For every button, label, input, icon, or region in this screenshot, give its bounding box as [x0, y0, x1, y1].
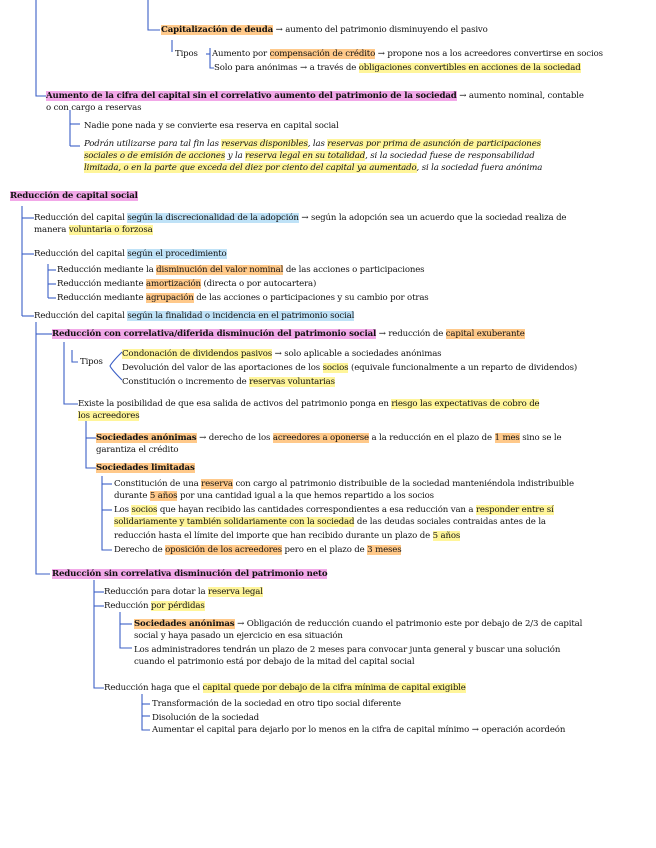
- mitad-capital-line: [134, 656, 414, 668]
- l15-text-c: (directa o por autocartera): [200, 279, 317, 289]
- l16-highlight: agrupación: [145, 293, 194, 303]
- limitada-line: [84, 162, 542, 174]
- l31-text-a: reducción hasta el límite del importe que han recibido durante un plazo de: [114, 531, 433, 541]
- capitalizacion-deuda-text: → aumento del patrimonio disminuyendo el pasivo: [273, 25, 488, 35]
- l29-highlight-b: socios: [131, 505, 158, 515]
- l04-text-b: → aumento nominal, contable: [456, 91, 584, 101]
- l07-text-a: Podrán utilizarse para tal fin las: [84, 139, 222, 149]
- valor-nominal-line: [57, 264, 424, 276]
- l03-highlight: obligaciones convertibles en acciones de la sociedad: [358, 63, 581, 73]
- l16-text-c: de las acciones o participaciones y su cambio por otras: [193, 293, 429, 303]
- l08-highlight-c: reserva legal en su totalidad: [245, 151, 366, 161]
- reduccion-heading: [10, 190, 138, 202]
- l16-text-a: Reducción mediante: [57, 293, 146, 303]
- l35-highlight: por pérdidas: [150, 601, 205, 611]
- l14-highlight: disminución del valor nominal: [156, 265, 284, 275]
- l08-text-d: , si la sociedad fuese de responsabilidad: [365, 151, 535, 161]
- l21-text-a: Constitución o incremento de: [122, 377, 250, 387]
- l13-text-a: Reducción del capital: [34, 249, 128, 259]
- l11-text-c: → según la adopción sea un acuerdo que la sociedad realiza de: [298, 213, 567, 223]
- reserva-legal-line: [104, 586, 263, 598]
- l14-text-a: Reducción mediante la: [57, 265, 157, 275]
- tipos-label-2: [80, 356, 103, 368]
- l11-text-a: Reducción del capital: [34, 213, 128, 223]
- devolucion-line: [122, 362, 577, 374]
- tipos-text: Tipos: [175, 49, 198, 59]
- l24-text-b: → derecho de los: [196, 433, 273, 443]
- transformacion-line: [152, 698, 401, 710]
- l08-highlight-a: sociales o de emisión de acciones: [84, 151, 226, 161]
- l15-highlight: amortización: [145, 279, 201, 289]
- l43-text: Aumentar el capital para dejarlo por lo menos en la cifra de capital mínimo → operación acordeón: [152, 725, 566, 735]
- l27-text-c: con cargo al patrimonio distribuible de la sociedad manteniéndola indistribuible: [232, 479, 574, 489]
- l04-highlight: Aumento de la cifra del capital sin el correlativo aumento del patrimonio de la sociedad: [46, 91, 457, 101]
- l12-highlight: voluntaria o forzosa: [68, 225, 153, 235]
- l02-text-a: Aumento por: [212, 49, 270, 59]
- limite-importe-line: [114, 530, 460, 542]
- capitalizacion-deuda-term: Capitalización de deuda: [161, 25, 273, 35]
- l03-text-b: → a través de: [297, 63, 359, 73]
- l24-highlight-e: 1 mes: [494, 433, 520, 443]
- l20-text-a: Devolución del valor de las aportaciones de los: [122, 363, 323, 373]
- l05-text: o con cargo a reservas: [46, 103, 142, 113]
- solo-anonimas-line: [214, 62, 581, 74]
- cifra-minima-line: [104, 682, 466, 694]
- l18-highlight-a: Reducción con correlativa/diferida disminución del patrimonio social: [52, 329, 377, 339]
- l32-highlight-b: oposición de los acreedores: [165, 545, 282, 555]
- l17-highlight: según la finalidad o incidencia en el patrimonio social: [127, 311, 355, 321]
- l23-highlight: los acreedores: [78, 411, 140, 421]
- con-correlativa-line: [52, 328, 525, 340]
- podran-utilizarse-line: [84, 138, 541, 150]
- l15-text-a: Reducción mediante: [57, 279, 146, 289]
- l34-text-a: Reducción para dotar la: [104, 587, 209, 597]
- disolucion-line: [152, 712, 259, 724]
- l21-highlight: reservas voluntarias: [249, 377, 335, 387]
- acreedores-line: [78, 410, 139, 422]
- sa-obligacion-line: [134, 618, 582, 630]
- perdidas-line: [104, 600, 205, 612]
- l07-highlight-d: reservas por prima de asunción de participaciones: [327, 139, 541, 149]
- sa-oposicion-line: [96, 432, 561, 444]
- l20-text-c: (equivale funcionalmente a un reparto de dividendos): [348, 363, 578, 373]
- l42-text: Disolución de la sociedad: [152, 713, 260, 723]
- garantiza-line: [96, 444, 178, 456]
- tipos-text-2: Tipos: [80, 357, 103, 367]
- l31-highlight: 5 años: [432, 531, 461, 541]
- l40-highlight: capital quede por debajo de la cifra mínima de capital exigible: [202, 683, 466, 693]
- reservas-line: [46, 102, 141, 114]
- nadie-pone-line: [84, 120, 339, 132]
- l29-highlight-d: responder entre sí: [475, 505, 554, 515]
- l38-text: Los administradores tendrán un plazo de 2 meses para convocar junta general y buscar una solución: [134, 645, 561, 655]
- tipos-label: [175, 48, 198, 60]
- l19-text-b: → solo aplicable a sociedades anónimas: [272, 349, 442, 359]
- condonacion-line: [122, 348, 441, 360]
- l26-highlight: Sociedades limitadas: [96, 463, 195, 473]
- l34-highlight: reserva legal: [208, 587, 263, 597]
- socios-responder-line: [114, 504, 554, 516]
- l24-text-f: sino se le: [519, 433, 562, 443]
- l09-highlight: limitada, o en la parte que exceda del diez por ciento del capital ya aumentado: [84, 163, 417, 173]
- cinco-anos-line: [114, 490, 434, 502]
- aumento-nominal-line: [46, 90, 584, 102]
- l30-text-b: de las deudas sociales contraidas antes de la: [354, 517, 546, 527]
- l28-highlight: 5 años: [149, 491, 178, 501]
- ejercicio-line: [134, 630, 343, 642]
- l24-highlight-c: acreedores a oponerse: [272, 433, 369, 443]
- l27-text-a: Constitución de una: [114, 479, 202, 489]
- l19-highlight: Condonación de dividendos pasivos: [122, 349, 273, 359]
- finalidad-line: [34, 310, 354, 322]
- l14-text-c: de las acciones o participaciones: [283, 265, 425, 275]
- l22-text-a: Existe la posibilidad de que esa salida de activos del patrimonio ponga en: [78, 399, 392, 409]
- l09-text-b: , si la sociedad fuera anónima: [416, 163, 543, 173]
- l08-text-b: y la: [225, 151, 246, 161]
- l02-highlight: compensación de crédito: [269, 49, 376, 59]
- l22-highlight: riesgo las expectativas de cobro de: [391, 399, 540, 409]
- l30-highlight: solidariamente y también solidariamente con la sociedad: [114, 517, 355, 527]
- l29-text-a: Los: [114, 505, 132, 515]
- administradores-line: [134, 644, 560, 656]
- l07-highlight-b: reservas disponibles: [221, 139, 308, 149]
- l36-text-b: → Obligación de reducción cuando el patrimonio este por debajo de 2/3 de capital: [234, 619, 583, 629]
- l20-highlight: socios: [322, 363, 349, 373]
- derecho-oposicion-line: [114, 544, 401, 556]
- l28-text-c: por una cantidad igual a la que hemos repartido a los socios: [177, 491, 434, 501]
- reduccion-heading-text: Reducción de capital social: [10, 191, 138, 201]
- riesgo-line: [78, 398, 539, 410]
- l39-text: cuando el patrimonio está por debajo de la mitad del capital social: [134, 657, 415, 667]
- l40-text-a: Reducción haga que el: [104, 683, 203, 693]
- procedimiento-line: [34, 248, 227, 260]
- sin-correlativa-line: [52, 568, 327, 580]
- solidariamente-line: [114, 516, 546, 528]
- l24-highlight-a: Sociedades anónimas: [96, 433, 197, 443]
- l37-text: social y haya pasado un ejercicio en esa situación: [134, 631, 343, 641]
- l33-highlight: Reducción sin correlativa disminución del patrimonio neto: [52, 569, 328, 579]
- agrupacion-line: [57, 292, 429, 304]
- l12-text-a: manera: [34, 225, 69, 235]
- capitalizacion-deuda-line: [161, 24, 488, 36]
- l13-highlight: según el procedimiento: [127, 249, 227, 259]
- discrecionalidad-line: [34, 212, 566, 224]
- l25-text: garantiza el crédito: [96, 445, 179, 455]
- aumento-compensacion-line: [212, 48, 603, 60]
- l27-highlight: reserva: [201, 479, 233, 489]
- sociales-emision-line: [84, 150, 535, 162]
- l32-text-c: pero en el plazo de: [281, 545, 368, 555]
- l03-text-a: Solo para anónimas: [214, 63, 298, 73]
- l11-highlight: según la discrecionalidad de la adopción: [127, 213, 299, 223]
- l32-highlight-d: 3 meses: [367, 545, 402, 555]
- constitucion-line: [122, 376, 335, 388]
- reserva-line: [114, 478, 574, 490]
- l28-text-a: durante: [114, 491, 150, 501]
- l41-text: Transformación de la sociedad en otro tipo social diferente: [152, 699, 401, 709]
- l29-text-c: que hayan recibido las cantidades correspondientes a esa reducción van a: [157, 505, 476, 515]
- l35-text-a: Reducción: [104, 601, 151, 611]
- l17-text-a: Reducción del capital: [34, 311, 128, 321]
- l02-text-c: → propone nos a los acreedores convertirse en socios: [375, 49, 603, 59]
- l18-text-b: → reducción de: [376, 329, 446, 339]
- sl-heading: [96, 462, 195, 474]
- amortizacion-line: [57, 278, 316, 290]
- l18-highlight-c: capital exuberante: [445, 329, 525, 339]
- l32-text-a: Derecho de: [114, 545, 166, 555]
- l36-highlight: Sociedades anónimas: [134, 619, 235, 629]
- l07-text-c: , las: [307, 139, 328, 149]
- l06-text: Nadie pone nada y se convierte esa reserva en capital social: [84, 121, 339, 131]
- acordeon-line: [152, 724, 565, 736]
- voluntaria-line: [34, 224, 153, 236]
- l24-text-d: a la reducción en el plazo de: [368, 433, 495, 443]
